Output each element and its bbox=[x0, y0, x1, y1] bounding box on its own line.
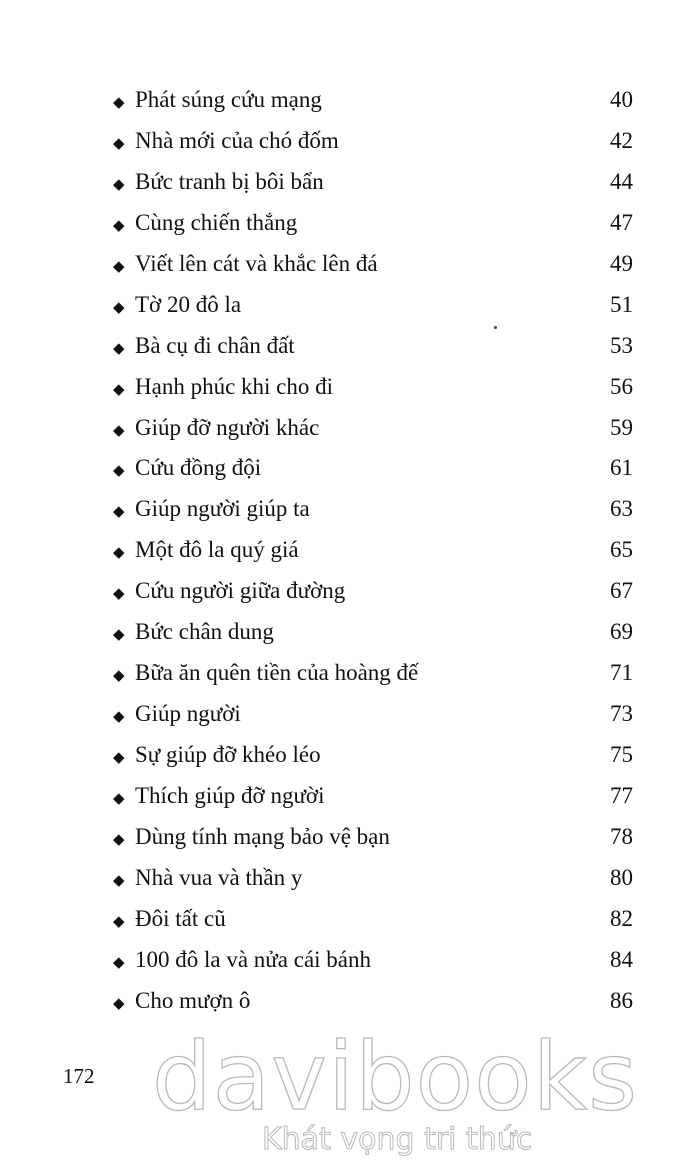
toc-entry-page: 77 bbox=[610, 782, 633, 808]
toc-entry-page: 49 bbox=[610, 250, 633, 276]
diamond-bullet-icon: ◆ bbox=[113, 381, 125, 398]
toc-entry bbox=[113, 326, 633, 367]
diamond-bullet-icon: ◆ bbox=[113, 504, 125, 521]
toc-entry-title: Cho mượn ô bbox=[135, 987, 251, 1013]
toc-entry bbox=[113, 858, 633, 899]
diamond-bullet-icon: ◆ bbox=[113, 545, 125, 562]
toc-entry bbox=[113, 735, 633, 776]
toc-entry-title: Bà cụ đi chân đất bbox=[135, 332, 295, 358]
toc-entry bbox=[113, 981, 633, 1022]
toc-entry-page: 61 bbox=[610, 455, 633, 481]
toc-entry-title: Hạnh phúc khi cho đi bbox=[135, 373, 334, 399]
toc-entry-page: 47 bbox=[610, 209, 633, 235]
diamond-bullet-icon: ◆ bbox=[113, 586, 125, 603]
toc-entry bbox=[113, 612, 633, 653]
toc-entry-title: Phát súng cứu mạng bbox=[135, 87, 322, 112]
watermark-slogan: Khát vọng tri thức bbox=[262, 1122, 533, 1157]
toc-entry bbox=[113, 367, 633, 408]
toc-entry-title: Dùng tính mạng bảo vệ bạn bbox=[135, 823, 390, 849]
toc-entry-page: 56 bbox=[610, 373, 633, 399]
toc-entry-page: 59 bbox=[610, 414, 633, 440]
toc-entry-page: 65 bbox=[610, 537, 633, 563]
toc-entry-page: 69 bbox=[610, 619, 633, 645]
toc-entry-page: 78 bbox=[610, 823, 633, 849]
toc-entry bbox=[113, 80, 633, 121]
diamond-bullet-icon: ◆ bbox=[113, 176, 125, 193]
diamond-bullet-icon: ◆ bbox=[113, 913, 125, 930]
diamond-bullet-icon: ◆ bbox=[113, 668, 125, 685]
toc-entry-title: Viết lên cát và khắc lên đá bbox=[135, 250, 378, 276]
diamond-bullet-icon: ◆ bbox=[113, 422, 125, 439]
diamond-bullet-icon: ◆ bbox=[113, 463, 125, 480]
diamond-bullet-icon: ◆ bbox=[113, 750, 125, 766]
toc-entry-page: 53 bbox=[610, 332, 633, 358]
toc-entry bbox=[113, 940, 633, 981]
toc-entry-page: 84 bbox=[610, 946, 633, 972]
toc-entry bbox=[113, 162, 633, 203]
table-of-contents bbox=[113, 80, 633, 1022]
toc-entry bbox=[113, 530, 633, 571]
diamond-bullet-icon: ◆ bbox=[113, 258, 125, 275]
diamond-bullet-icon: ◆ bbox=[113, 954, 125, 971]
toc-entry bbox=[113, 694, 633, 735]
diamond-bullet-icon: ◆ bbox=[113, 995, 125, 1012]
toc-entry bbox=[113, 203, 633, 244]
toc-entry-title: Giúp người bbox=[135, 701, 241, 727]
toc-entry-title: Giúp đỡ người khác bbox=[135, 414, 320, 440]
toc-entry-page: 75 bbox=[610, 742, 633, 767]
toc-entry-page: 63 bbox=[610, 496, 633, 522]
toc-entry-title: Nhà mới của chó đốm bbox=[135, 127, 339, 153]
toc-entry-title: Cùng chiến thắng bbox=[135, 209, 298, 235]
toc-entry-title: Tờ 20 đô la bbox=[135, 291, 242, 317]
toc-entry-title: Sự giúp đỡ khéo léo bbox=[135, 742, 321, 767]
diamond-bullet-icon: ◆ bbox=[113, 299, 125, 316]
toc-entry-title: Bữa ăn quên tiền của hoàng đế bbox=[135, 660, 419, 686]
diamond-bullet-icon: ◆ bbox=[113, 135, 125, 152]
toc-entry-title: Nhà vua và thần y bbox=[135, 864, 303, 890]
toc-entry bbox=[113, 244, 633, 285]
toc-entry-page: 82 bbox=[610, 905, 633, 931]
toc-entry-page: 51 bbox=[610, 291, 633, 317]
toc-entry-page: 71 bbox=[610, 660, 633, 686]
toc-entry-title: Cứu đồng đội bbox=[135, 455, 262, 481]
toc-entry-title: Cứu người giữa đường bbox=[135, 578, 346, 604]
toc-entry-title: Thích giúp đỡ người bbox=[135, 782, 325, 808]
toc-entry bbox=[113, 285, 633, 326]
diamond-bullet-icon: ◆ bbox=[113, 627, 125, 644]
toc-entry-page: 44 bbox=[610, 168, 633, 194]
toc-entry bbox=[113, 776, 633, 817]
toc-entry-page: 67 bbox=[610, 578, 633, 604]
toc-entry-title: Bức tranh bị bôi bẩn bbox=[135, 168, 324, 194]
diamond-bullet-icon: ◆ bbox=[113, 872, 125, 889]
toc-entry bbox=[113, 448, 633, 489]
toc-entry bbox=[113, 899, 633, 940]
diamond-bullet-icon: ◆ bbox=[113, 340, 125, 357]
toc-entry bbox=[113, 408, 633, 449]
toc-entry-title: Bức chân dung bbox=[135, 619, 274, 645]
toc-entry-title: Một đô la quý giá bbox=[135, 537, 299, 563]
toc-entry-title: 100 đô la và nửa cái bánh bbox=[135, 946, 371, 972]
toc-entry bbox=[113, 571, 633, 612]
toc-entry bbox=[113, 817, 633, 858]
toc-entry-page: 86 bbox=[610, 987, 633, 1013]
diamond-bullet-icon: ◆ bbox=[113, 709, 125, 726]
toc-entry-page: 73 bbox=[610, 701, 633, 727]
diamond-bullet-icon: ◆ bbox=[113, 217, 125, 234]
toc-entry-page: 40 bbox=[610, 87, 633, 112]
toc-entry-title: Giúp người giúp ta bbox=[135, 496, 310, 522]
watermark-logo: davibooks bbox=[152, 1023, 639, 1132]
toc-entry-title: Đôi tất cũ bbox=[135, 905, 226, 931]
diamond-bullet-icon: ◆ bbox=[113, 790, 125, 807]
diamond-bullet-icon: ◆ bbox=[113, 95, 125, 111]
toc-entry bbox=[113, 489, 633, 530]
diamond-bullet-icon: ◆ bbox=[113, 831, 125, 848]
toc-entry-page: 42 bbox=[610, 127, 633, 153]
toc-entry-page: 80 bbox=[610, 864, 633, 890]
print-speck bbox=[494, 326, 497, 329]
toc-entry bbox=[113, 653, 633, 694]
page-number: 172 bbox=[63, 1064, 95, 1088]
toc-entry bbox=[113, 121, 633, 162]
